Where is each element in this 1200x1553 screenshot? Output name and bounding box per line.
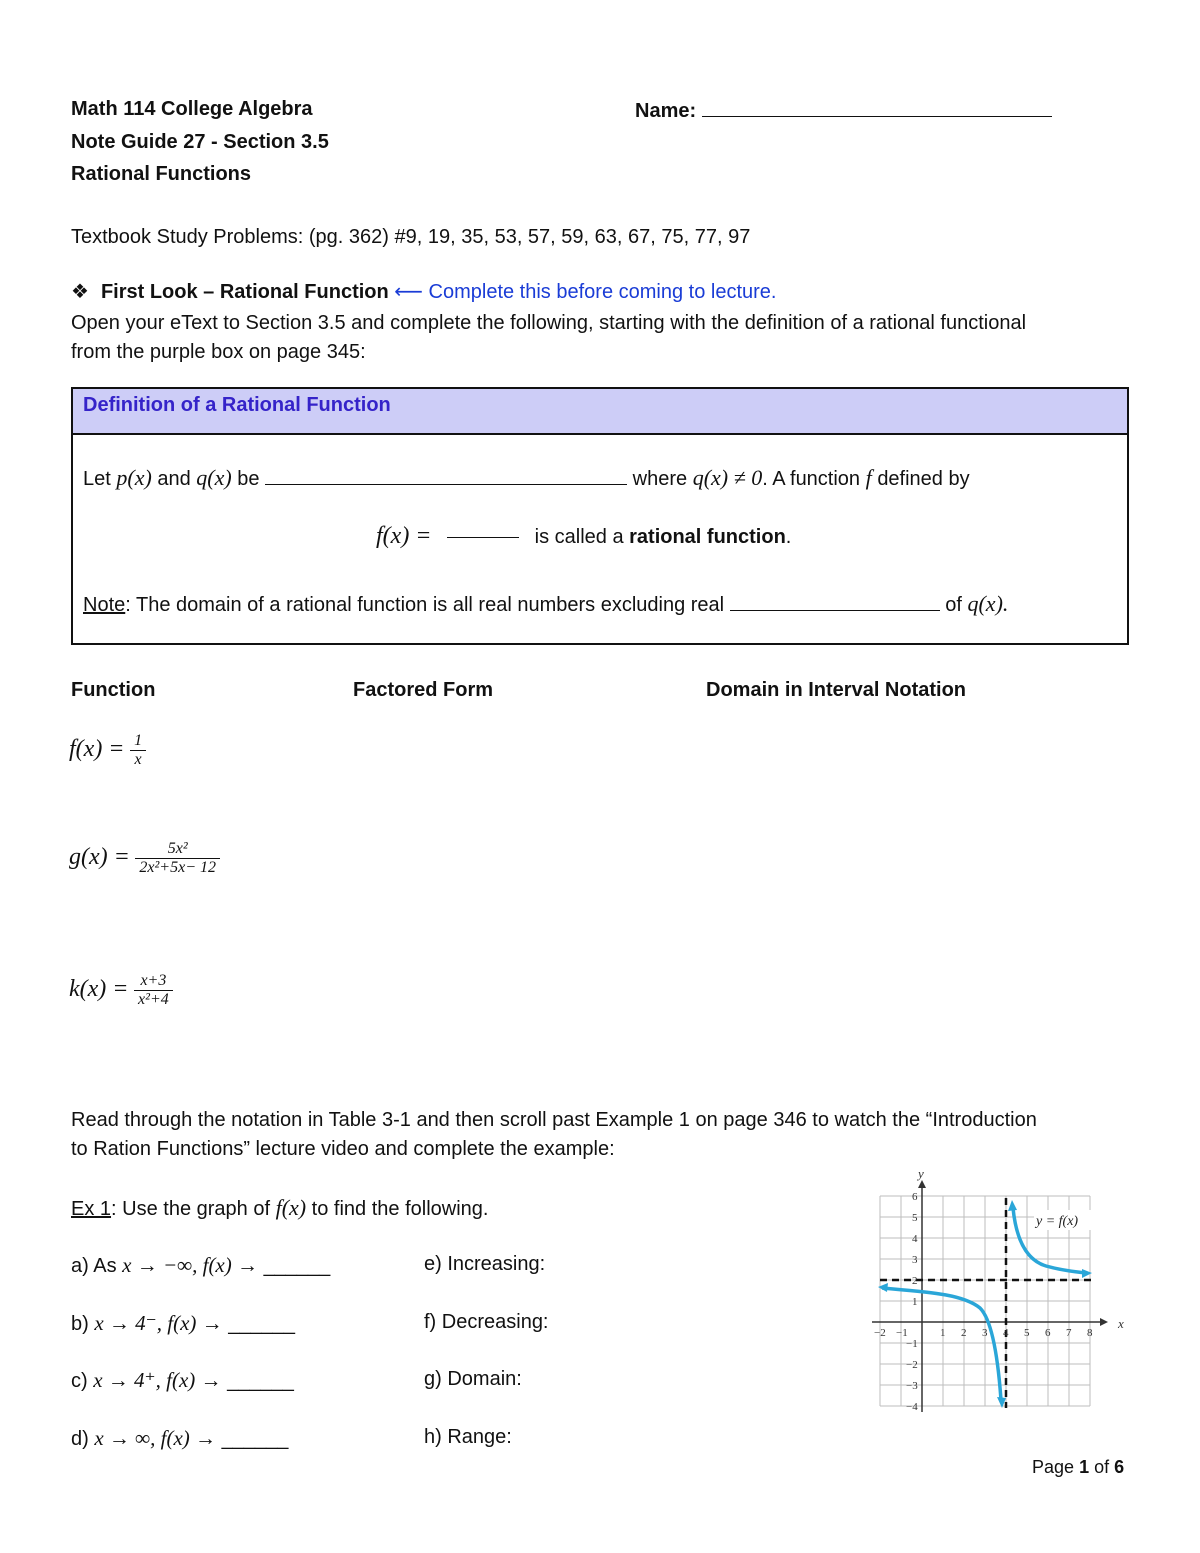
item-b-blank[interactable]: ______ — [228, 1313, 295, 1335]
example-text: : Use the graph of — [111, 1198, 271, 1220]
f-lhs: f(x) = — [69, 735, 125, 762]
example-item-b — [71, 1311, 295, 1336]
curve-label: y = f(x) — [1036, 1214, 1079, 1229]
x-tick-label: 2 — [961, 1327, 967, 1339]
item-c-blank[interactable]: ______ — [227, 1370, 294, 1392]
name-field — [635, 98, 1052, 123]
intro-line-2: from the purple box on page 345: — [71, 341, 366, 363]
a-function-text: . A function — [762, 468, 861, 490]
first-look-title: First Look – Rational Function — [100, 281, 389, 303]
of-text: of — [945, 594, 962, 616]
k-lhs: k(x) = — [69, 975, 129, 1002]
read-through-line-1: Read through the notation in Table 3-1 and then scroll past Example 1 on page 346 to watch the “Introduction — [71, 1109, 1037, 1131]
y-tick-label: 5 — [912, 1212, 918, 1224]
example-item-h: h) Range: — [424, 1426, 512, 1448]
where-text: where — [632, 468, 688, 490]
be-text: be — [237, 468, 260, 490]
example-item-d — [71, 1426, 288, 1451]
item-c-math: x → 4⁺, f(x) → — [93, 1368, 222, 1392]
function-row-g — [69, 840, 220, 877]
polynomials-blank[interactable] — [265, 468, 627, 485]
definition-note — [83, 591, 1008, 617]
f-symbol: f — [865, 465, 872, 490]
y-tick-label: 2 — [912, 1275, 918, 1287]
curve-up-arrow-icon — [1008, 1200, 1017, 1211]
page-current: 1 — [1079, 1457, 1090, 1477]
col-header-domain: Domain in Interval Notation — [706, 679, 967, 701]
x-tick-label: 7 — [1066, 1327, 1072, 1339]
f-denominator: x — [130, 750, 146, 769]
definition-heading: Definition of a Rational Function — [83, 394, 391, 416]
col-header-function: Function — [71, 679, 156, 701]
zeros-blank[interactable] — [730, 594, 940, 611]
g-numerator: 5x² — [167, 840, 188, 857]
study-problems: Textbook Study Problems: (pg. 362) #9, 19, 35, 53, 57, 59, 63, 67, 75, 77, 97 — [71, 226, 751, 248]
g-fraction — [135, 840, 220, 877]
x-axis-arrow-icon — [1100, 1318, 1108, 1326]
col-header-factored: Factored Form — [353, 679, 494, 701]
g-lhs: g(x) = — [69, 843, 130, 870]
topic-title: Rational Functions — [71, 163, 251, 185]
k-fraction — [134, 972, 173, 1009]
y-tick-label: −1 — [906, 1338, 918, 1350]
p-of-x: p(x) — [116, 465, 152, 490]
k-numerator: x+3 — [140, 972, 167, 989]
definition-box — [71, 387, 1129, 645]
item-b-prefix: b) — [71, 1313, 89, 1335]
y-axis-label: y — [918, 1168, 924, 1181]
defined-by-text: defined by — [877, 468, 970, 490]
y-tick-label: 6 — [912, 1191, 918, 1203]
q-of-x: q(x) — [196, 465, 232, 490]
q-of-x-end: q(x). — [967, 591, 1009, 616]
y-tick-label: −4 — [906, 1401, 918, 1413]
y-tick-label: −3 — [906, 1380, 918, 1392]
definition-header — [73, 389, 1127, 435]
x-tick-label: 1 — [940, 1327, 946, 1339]
y-tick-label: −2 — [906, 1359, 918, 1371]
let-text: Let — [83, 468, 111, 490]
example-text-2: to find the following. — [311, 1198, 489, 1220]
x-tick-label: −2 — [874, 1327, 886, 1339]
example-item-g: g) Domain: — [424, 1368, 522, 1390]
read-through-line-2: to Ration Functions” lecture video and complete the example: — [71, 1138, 615, 1160]
x-tick-label: −1 — [896, 1327, 908, 1339]
guide-title: Note Guide 27 - Section 3.5 — [71, 131, 329, 153]
item-c-prefix: c) — [71, 1370, 88, 1392]
page-label: Page — [1032, 1457, 1075, 1477]
function-row-k — [69, 972, 173, 1009]
function-row-f — [69, 732, 146, 769]
f-of-x-equals: f(x) = — [376, 523, 432, 549]
example-item-a — [71, 1253, 330, 1278]
page-number — [1032, 1457, 1124, 1478]
x-tick-label: 8 — [1087, 1327, 1093, 1339]
x-tick-label: 4 — [1003, 1327, 1009, 1339]
item-d-prefix: d) — [71, 1428, 89, 1450]
first-look-heading — [71, 279, 776, 304]
y-tick-label: 3 — [912, 1254, 918, 1266]
curve-left-branch — [882, 1288, 1001, 1400]
x-tick-label: 3 — [982, 1327, 988, 1339]
g-denominator: 2x²+5x− 12 — [135, 858, 220, 877]
definition-line-2 — [376, 523, 791, 550]
course-title: Math 114 College Algebra — [71, 98, 313, 120]
item-d-math: x → ∞, f(x) → — [94, 1426, 217, 1450]
graph-svg — [868, 1168, 1130, 1416]
q-not-zero: q(x) ≠ 0 — [692, 465, 763, 490]
f-fraction — [130, 732, 146, 769]
example-item-c — [71, 1368, 294, 1393]
y-axis-arrow-icon — [918, 1180, 926, 1188]
example-item-f: f) Decreasing: — [424, 1311, 549, 1333]
x-tick-label: 6 — [1045, 1327, 1051, 1339]
period: . — [785, 526, 792, 548]
diamond-bullet-icon: ❖ — [71, 281, 89, 303]
definition-line-1 — [83, 465, 970, 491]
k-denominator: x²+4 — [134, 990, 173, 1009]
example-fx: f(x) — [275, 1195, 307, 1220]
y-tick-label: 4 — [912, 1233, 918, 1245]
name-blank[interactable] — [702, 98, 1052, 117]
and-text: and — [157, 468, 191, 490]
name-label: Name: — [635, 100, 697, 122]
intro-line-1: Open your eText to Section 3.5 and complete the following, starting with the definition of a rational functional — [71, 312, 1027, 334]
x-tick-label: 5 — [1024, 1327, 1030, 1339]
function-graph — [868, 1168, 1130, 1416]
item-a-prefix: a) As — [71, 1255, 117, 1277]
item-b-math: x → 4⁻, f(x) → — [94, 1311, 223, 1335]
y-tick-label: 1 — [912, 1296, 918, 1308]
is-called-text: is called a — [534, 526, 624, 548]
page-total: 6 — [1114, 1457, 1125, 1477]
complete-before-note: ⟵ Complete this before coming to lecture. — [394, 281, 777, 303]
x-axis-label: x — [1118, 1316, 1124, 1331]
f-numerator: 1 — [134, 732, 143, 749]
fraction-blank[interactable] — [447, 537, 519, 538]
rational-function-term: rational function — [629, 526, 786, 548]
example-label: Ex 1 — [71, 1198, 112, 1220]
note-text: : The domain of a rational function is all real numbers excluding real — [125, 594, 725, 616]
item-a-blank[interactable]: ______ — [263, 1255, 331, 1277]
item-d-blank[interactable]: ______ — [221, 1428, 289, 1450]
example-item-e: e) Increasing: — [424, 1253, 546, 1275]
example-heading — [71, 1195, 488, 1221]
item-a-math: x → −∞, f(x) → — [122, 1253, 258, 1277]
note-label: Note — [83, 594, 126, 616]
page-of: of — [1094, 1457, 1110, 1477]
